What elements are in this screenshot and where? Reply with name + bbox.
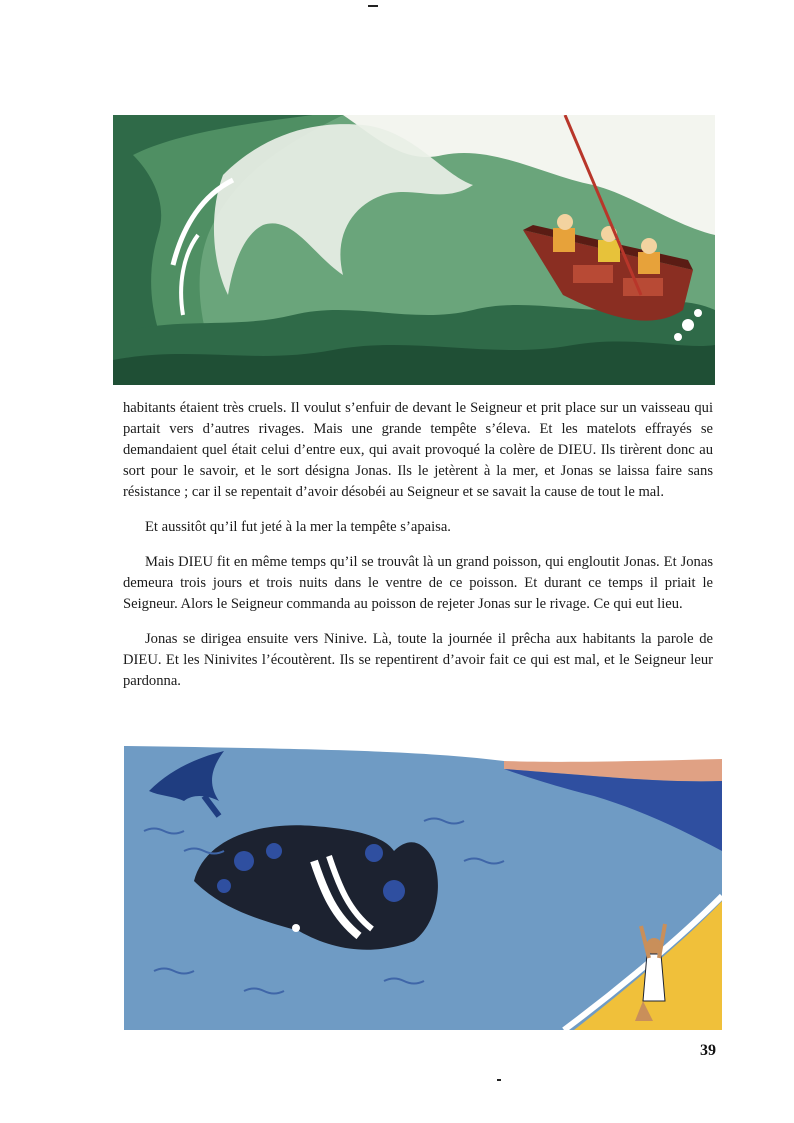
paragraph: Jonas se dirigea ensuite vers Ninive. Là, toute la journée il prêcha aux habitants la parole de DIEU. Et les Ninivites l’écoutèrent. Ils se repentirent d’avoir fait ce qui est mal, et le Seigneur leur pardonna. [123,631,713,689]
paragraph: habitants étaient très cruels. Il voulut s’enfuir de devant le Seigneur et prit place sur un vaisseau qui partait vers d’autres rivages. Mais une grande tempête s’éleva. Et les matelots effrayés se demandaient quel était celui d’entre eux, qui avait provoqué la colère de DIEU. Ils tirèrent donc au sort pour le savoir, et le sort désigna Jonas. Ils le jetèrent à la mer, et Jonas se laissa faire sans résistance ; car il se repentait d’avoir désobéi au Seigneur et se savait la cause de tout le mal. [123,400,713,500]
paragraph: Mais DIEU fit en même temps qu’il se trouvât là un grand poisson, qui engloutit Jonas. Et Jonas demeura trois jours et trois nuits dans le ventre de ce poisson. Et durant ce temps il priait le Seigneur. Alors le Seigneur commanda au poisson de rejeter Jonas sur le rivage. Ce qui eut lieu. [123,554,713,612]
whale-illustration [124,741,722,1030]
page-number: 39 [700,1042,716,1059]
crop-mark [497,1079,501,1081]
crop-mark [368,5,378,7]
body-text [123,398,713,706]
storm-illustration [113,115,715,385]
paragraph: Et aussitôt qu’il fut jeté à la mer la tempête s’apaisa. [145,519,451,535]
